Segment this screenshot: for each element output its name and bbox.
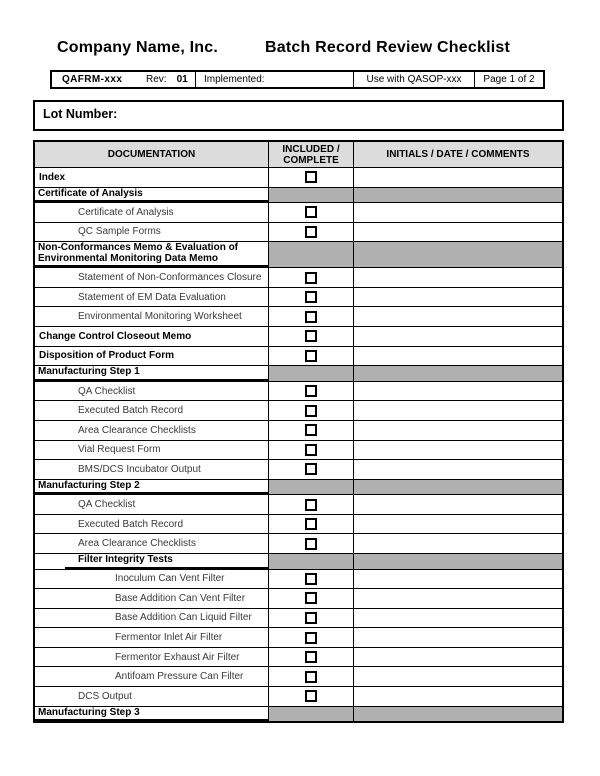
included-complete-cell [269, 242, 354, 267]
included-complete-cell [269, 480, 354, 495]
section-underline [35, 188, 268, 203]
lot-number-box [33, 100, 564, 131]
row-label: Base Addition Can Liquid Filter [115, 612, 252, 624]
checklist-table [33, 140, 564, 723]
checklist-row [35, 223, 562, 243]
comments-cell [354, 242, 562, 267]
use-with-label: Use with QASOP-xxx [366, 74, 462, 85]
included-complete-cell [269, 203, 354, 222]
row-label: Change Control Closeout Memo [39, 330, 192, 342]
checklist-row [35, 628, 562, 648]
documentation-cell [35, 628, 269, 647]
checkbox[interactable] [305, 518, 317, 530]
comments-cell[interactable] [354, 687, 562, 706]
use-with-cell [354, 72, 475, 87]
documentation-cell [35, 168, 269, 187]
section-row [35, 554, 562, 570]
checkbox[interactable] [305, 612, 317, 624]
included-complete-cell [269, 188, 354, 203]
checklist-row [35, 667, 562, 687]
documentation-cell [35, 648, 269, 667]
page-indicator-cell [475, 72, 543, 87]
comments-cell [354, 480, 562, 495]
documentation-cell [35, 347, 269, 366]
section-label: Manufacturing Step 2 [38, 479, 140, 491]
comments-cell [354, 188, 562, 203]
included-complete-cell [269, 554, 354, 569]
comments-cell[interactable] [354, 460, 562, 479]
included-complete-cell [269, 667, 354, 686]
documentation-cell [35, 609, 269, 628]
comments-cell[interactable] [354, 223, 562, 242]
row-label: Environmental Monitoring Worksheet [78, 311, 242, 323]
checkbox[interactable] [305, 350, 317, 362]
row-label: QA Checklist [78, 499, 136, 511]
section-label: Filter Integrity Tests [78, 554, 173, 565]
included-complete-cell [269, 307, 354, 326]
comments-cell[interactable] [354, 441, 562, 460]
row-label: Vial Request Form [78, 444, 161, 456]
included-complete-cell [269, 168, 354, 187]
row-label: Statement of EM Data Evaluation [78, 291, 226, 303]
checkbox[interactable] [305, 463, 317, 475]
checklist-row [35, 307, 562, 327]
documentation-cell [35, 366, 269, 381]
comments-cell[interactable] [354, 534, 562, 553]
section-row [35, 707, 562, 722]
row-label: Inoculum Can Vent Filter [115, 573, 225, 585]
documentation-cell [35, 687, 269, 706]
included-complete-cell [269, 401, 354, 420]
comments-cell[interactable] [354, 667, 562, 686]
comments-cell [354, 707, 562, 722]
checkbox[interactable] [305, 651, 317, 663]
documentation-cell [35, 480, 269, 495]
documentation-cell [35, 570, 269, 589]
included-complete-cell [269, 589, 354, 608]
checklist-row [35, 687, 562, 707]
checklist-row [35, 288, 562, 308]
documentation-cell [35, 589, 269, 608]
included-complete-cell [269, 441, 354, 460]
row-label: Antifoam Pressure Can Filter [115, 671, 244, 683]
checklist-row [35, 589, 562, 609]
lot-number-label: Lot Number: [43, 107, 118, 121]
comments-cell[interactable] [354, 347, 562, 366]
comments-cell[interactable] [354, 609, 562, 628]
comments-cell[interactable] [354, 203, 562, 222]
included-complete-cell [269, 495, 354, 514]
checkbox[interactable] [305, 226, 317, 238]
documentation-cell [35, 223, 269, 242]
checklist-row [35, 609, 562, 629]
comments-cell[interactable] [354, 628, 562, 647]
section-row [35, 242, 562, 268]
checkbox[interactable] [305, 499, 317, 511]
included-complete-cell [269, 421, 354, 440]
included-complete-cell [269, 288, 354, 307]
column-header-documentation: DOCUMENTATION [35, 142, 269, 167]
lot-number-field[interactable] [117, 107, 554, 124]
row-label: QC Sample Forms [78, 226, 161, 238]
documentation-cell [35, 288, 269, 307]
checklist-row [35, 534, 562, 554]
documentation-cell [35, 401, 269, 420]
row-label: Executed Batch Record [78, 405, 184, 417]
checklist-row [35, 401, 562, 421]
documentation-cell [35, 307, 269, 326]
checklist-row [35, 648, 562, 668]
documentation-cell [35, 554, 269, 569]
row-label: Base Addition Can Vent Filter [115, 592, 246, 604]
comments-cell[interactable] [354, 648, 562, 667]
comments-cell[interactable] [354, 268, 562, 287]
included-complete-cell [269, 366, 354, 381]
checklist-row [35, 347, 562, 367]
documentation-cell [35, 495, 269, 514]
form-number-cell [52, 72, 196, 87]
included-complete-cell [269, 268, 354, 287]
page-title: Batch Record Review Checklist [265, 39, 510, 56]
included-complete-cell [269, 460, 354, 479]
section-underline [65, 554, 268, 569]
checklist-row [35, 460, 562, 480]
included-complete-cell [269, 628, 354, 647]
checklist-row [35, 515, 562, 535]
documentation-cell [35, 268, 269, 287]
comments-cell[interactable] [354, 515, 562, 534]
comments-cell[interactable] [354, 589, 562, 608]
checkbox[interactable] [305, 690, 317, 702]
included-complete-cell [269, 347, 354, 366]
checkbox[interactable] [305, 671, 317, 683]
included-complete-cell [269, 648, 354, 667]
checklist-row [35, 382, 562, 402]
documentation-cell [35, 534, 269, 553]
comments-cell[interactable] [354, 495, 562, 514]
checklist-row [35, 327, 562, 347]
comments-cell[interactable] [354, 327, 562, 346]
section-label: Manufacturing Step 3 [38, 706, 140, 718]
form-id-bar [50, 70, 545, 89]
checklist-row [35, 421, 562, 441]
documentation-cell [35, 421, 269, 440]
checkbox[interactable] [305, 206, 317, 218]
checkbox[interactable] [305, 538, 317, 550]
documentation-cell [35, 188, 269, 203]
row-label: Executed Batch Record [78, 518, 184, 530]
section-label: Non-Conformances Memo & Evaluation of Environmental Monitoring Data Memo [38, 242, 239, 264]
checkbox[interactable] [305, 330, 317, 342]
comments-cell [354, 554, 562, 569]
row-label: Statement of Non-Conformances Closure [78, 272, 262, 284]
included-complete-cell [269, 223, 354, 242]
row-label: Disposition of Product Form [39, 350, 174, 362]
included-complete-cell [269, 534, 354, 553]
included-complete-cell [269, 382, 354, 401]
checkbox[interactable] [305, 291, 317, 303]
documentation-cell [35, 203, 269, 222]
checklist-row [35, 168, 562, 188]
section-row [35, 480, 562, 496]
included-complete-cell [269, 707, 354, 722]
section-row [35, 366, 562, 382]
checkbox[interactable] [305, 444, 317, 456]
comments-cell[interactable] [354, 421, 562, 440]
documentation-cell [35, 382, 269, 401]
checklist-row [35, 495, 562, 515]
checklist-row [35, 570, 562, 590]
section-label: Certificate of Analysis [38, 187, 143, 199]
documentation-cell [35, 667, 269, 686]
documentation-cell [35, 707, 269, 722]
comments-cell[interactable] [354, 168, 562, 187]
comments-cell[interactable] [354, 570, 562, 589]
checkbox[interactable] [305, 385, 317, 397]
included-complete-cell [269, 327, 354, 346]
row-label: Index [39, 171, 66, 183]
comments-cell [354, 366, 562, 381]
row-label: Area Clearance Checklists [78, 538, 196, 550]
page-indicator: Page 1 of 2 [483, 74, 535, 85]
column-header-included-complete: INCLUDED / COMPLETE [269, 142, 354, 167]
included-complete-cell [269, 687, 354, 706]
checkbox[interactable] [305, 632, 317, 644]
checkbox[interactable] [305, 405, 317, 417]
row-label: QA Checklist [78, 385, 136, 397]
included-complete-cell [269, 570, 354, 589]
checkbox[interactable] [305, 592, 317, 604]
comments-cell[interactable] [354, 382, 562, 401]
documentation-cell [35, 242, 269, 267]
included-complete-cell [269, 609, 354, 628]
included-complete-cell [269, 515, 354, 534]
row-label: DCS Output [78, 690, 132, 702]
implemented-label: Implemented: [204, 74, 265, 85]
section-underline [35, 366, 268, 381]
checklist-row [35, 268, 562, 288]
table-header-row [35, 142, 562, 168]
company-name: Company Name, Inc. [57, 39, 218, 56]
page-header [57, 39, 510, 57]
row-label: Area Clearance Checklists [78, 424, 196, 436]
implemented-cell [196, 72, 354, 87]
checklist-row [35, 441, 562, 461]
checklist-row [35, 203, 562, 223]
comments-cell[interactable] [354, 288, 562, 307]
section-underline [35, 242, 268, 267]
rev-label: Rev: [146, 74, 167, 85]
row-label: Certificate of Analysis [78, 206, 174, 218]
checkbox[interactable] [305, 311, 317, 323]
section-label: Manufacturing Step 1 [38, 366, 140, 378]
checkbox[interactable] [305, 272, 317, 284]
documentation-cell [35, 515, 269, 534]
column-header-initials-date-comments: INITIALS / DATE / COMMENTS [386, 149, 530, 160]
row-label: Fermentor Inlet Air Filter [115, 632, 223, 644]
row-label: Fermentor Exhaust Air Filter [115, 651, 240, 663]
documentation-cell [35, 441, 269, 460]
rev-value: 01 [176, 74, 188, 85]
checkbox[interactable] [305, 573, 317, 585]
comments-cell[interactable] [354, 401, 562, 420]
checklist-rows [35, 168, 562, 721]
row-label: BMS/DCS Incubator Output [78, 463, 201, 475]
section-underline [35, 480, 268, 495]
comments-cell[interactable] [354, 307, 562, 326]
documentation-cell [35, 460, 269, 479]
form-number: QAFRM-xxx [62, 74, 123, 85]
section-row [35, 188, 562, 204]
documentation-cell [35, 327, 269, 346]
section-underline [35, 707, 268, 722]
checkbox[interactable] [305, 424, 317, 436]
checkbox[interactable] [305, 171, 317, 183]
